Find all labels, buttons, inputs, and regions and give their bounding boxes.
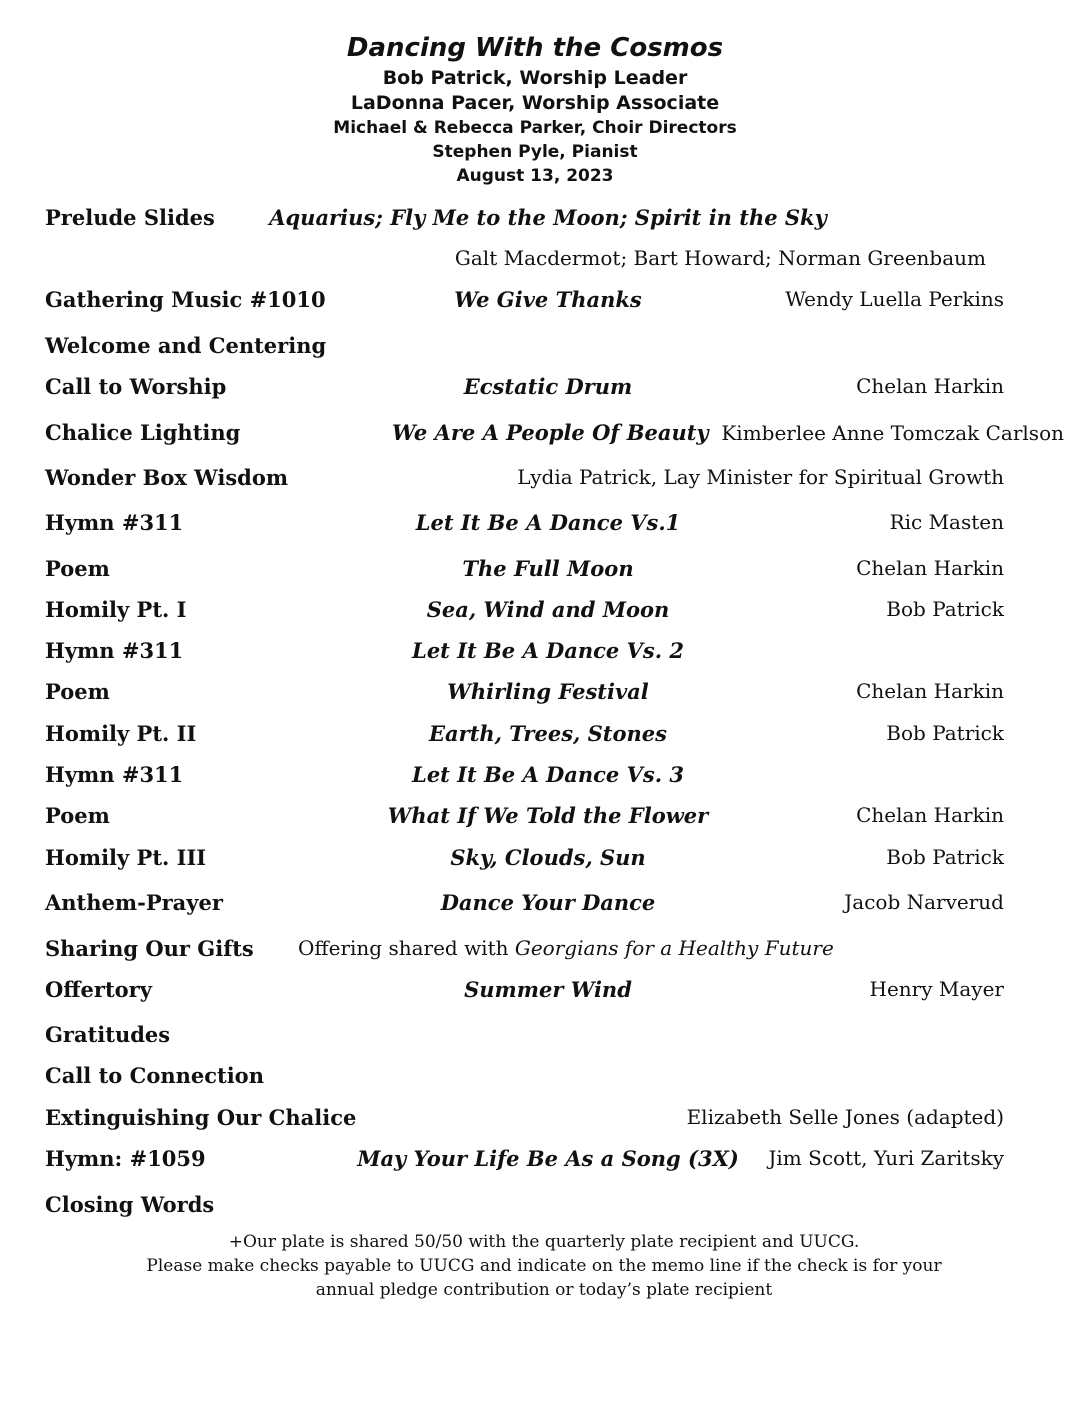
- order-item: [0, 597, 1088, 627]
- item-label: Gathering Music #1010: [45, 287, 326, 312]
- order-item: [0, 762, 1088, 792]
- item-credit: Bob Patrick: [886, 721, 1004, 745]
- item-credit: Kimberlee Anne Tomczak Carlson: [721, 421, 1064, 445]
- worship-leader: Bob Patrick, Worship Leader: [382, 67, 688, 89]
- item-label: Closing Words: [45, 1192, 215, 1217]
- item-piece: We Are A People Of Beauty: [392, 420, 709, 445]
- item-label: Chalice Lighting: [45, 420, 241, 445]
- item-credit: Bob Patrick: [886, 845, 1004, 869]
- order-item: [0, 679, 1088, 709]
- item-credit: Chelan Harkin: [856, 803, 1004, 827]
- item-label: Anthem-Prayer: [45, 890, 223, 915]
- item-label: Hymn #311: [45, 638, 184, 663]
- item-credit: Chelan Harkin: [856, 374, 1004, 398]
- order-item-offering: [0, 936, 1088, 966]
- order-item: [0, 1146, 1088, 1176]
- order-item-prelude: [0, 205, 1088, 235]
- choir-directors: Michael & Rebecca Parker, Choir Directors: [333, 118, 737, 138]
- item-piece: What If We Told the Flower: [387, 803, 709, 828]
- footer-line: Please make checks payable to UUCG and indicate on the memo line if the check is for your: [146, 1256, 942, 1276]
- item-label: Poem: [45, 679, 110, 704]
- item-piece: May Your Life Be As a Song (3X): [357, 1146, 739, 1171]
- item-label: Homily Pt. II: [45, 721, 197, 746]
- footer-line: annual pledge contribution or today’s plate recipient: [315, 1280, 773, 1300]
- order-item: [0, 845, 1088, 875]
- item-piece: Dance Your Dance: [440, 890, 656, 915]
- service-title: Dancing With the Cosmos: [346, 33, 724, 63]
- item-piece: Aquarius; Fly Me to the Moon; Spirit in the Sky: [269, 205, 827, 230]
- order-item: [0, 1192, 1088, 1222]
- pianist: Stephen Pyle, Pianist: [432, 142, 638, 162]
- order-item: [0, 803, 1088, 833]
- offering-recipient: Georgians for a Healthy Future: [514, 936, 834, 960]
- item-label: Poem: [45, 803, 110, 828]
- item-label: Hymn #311: [45, 510, 184, 535]
- item-label: Hymn #311: [45, 762, 184, 787]
- item-label: Poem: [45, 556, 110, 581]
- order-item: [0, 1063, 1088, 1093]
- order-item: [0, 638, 1088, 668]
- item-label: Extinguishing Our Chalice: [45, 1105, 357, 1130]
- item-credit: Chelan Harkin: [856, 679, 1004, 703]
- order-item: [0, 374, 1088, 404]
- item-credit: Elizabeth Selle Jones (adapted): [686, 1105, 1004, 1129]
- bulletin-header: [0, 30, 1070, 188]
- item-label: Hymn: #1059: [45, 1146, 206, 1171]
- worship-associate: LaDonna Pacer, Worship Associate: [350, 92, 720, 114]
- order-item: [0, 721, 1088, 751]
- item-label: Wonder Box Wisdom: [45, 465, 289, 490]
- item-label: Offertory: [45, 977, 152, 1002]
- item-piece: Whirling Festival: [447, 679, 649, 704]
- order-item: [0, 465, 1088, 495]
- item-credit: Galt Macdermot; Bart Howard; Norman Greenbaum: [454, 246, 986, 270]
- item-piece: Earth, Trees, Stones: [429, 721, 667, 746]
- order-item: [0, 333, 1088, 363]
- order-item: [0, 890, 1088, 920]
- item-label: Sharing Our Gifts: [45, 936, 254, 961]
- item-piece: Sea, Wind and Moon: [426, 597, 670, 622]
- item-label: Call to Connection: [45, 1063, 264, 1088]
- item-label: Homily Pt. III: [45, 845, 207, 870]
- item-piece: Ecstatic Drum: [463, 374, 633, 399]
- item-piece: Let It Be A Dance Vs.1: [415, 510, 681, 535]
- order-item-prelude-credit: [0, 246, 1088, 276]
- item-label: Call to Worship: [45, 374, 227, 399]
- footer-note: [0, 1230, 1088, 1302]
- order-item: [0, 420, 1088, 450]
- item-credit: Henry Mayer: [869, 977, 1004, 1001]
- offering-text: Offering shared with: [298, 936, 515, 960]
- order-item: [0, 556, 1088, 586]
- order-item: [0, 287, 1088, 317]
- item-credit: Ric Masten: [889, 510, 1004, 534]
- item-piece: Let It Be A Dance Vs. 3: [412, 762, 684, 787]
- item-credit: Lydia Patrick, Lay Minister for Spiritual Growth: [517, 465, 1004, 489]
- item-label: Welcome and Centering: [45, 333, 327, 358]
- item-piece: Summer Wind: [464, 977, 632, 1002]
- item-piece: Sky, Clouds, Sun: [450, 845, 646, 870]
- item-credit: Bob Patrick: [886, 597, 1004, 621]
- order-item: [0, 1105, 1088, 1135]
- order-item: [0, 1022, 1088, 1052]
- item-label: Homily Pt. I: [45, 597, 187, 622]
- item-label: Prelude Slides: [45, 205, 215, 230]
- item-piece: Let It Be A Dance Vs. 2: [412, 638, 684, 663]
- item-piece: We Give Thanks: [454, 287, 642, 312]
- item-credit: Wendy Luella Perkins: [785, 287, 1004, 311]
- footer-line: +Our plate is shared 50/50 with the quarterly plate recipient and UUCG.: [228, 1232, 860, 1252]
- item-credit: Jim Scott, Yuri Zaritsky: [768, 1146, 1004, 1170]
- order-item: [0, 510, 1088, 540]
- order-item: [0, 977, 1088, 1007]
- item-piece-with-credit: [392, 420, 1064, 445]
- service-date: August 13, 2023: [456, 166, 614, 186]
- item-label: Gratitudes: [45, 1022, 171, 1047]
- item-credit: Jacob Narverud: [844, 890, 1004, 914]
- item-piece: The Full Moon: [462, 556, 634, 581]
- offering-note: [298, 936, 834, 960]
- item-credit: Chelan Harkin: [856, 556, 1004, 580]
